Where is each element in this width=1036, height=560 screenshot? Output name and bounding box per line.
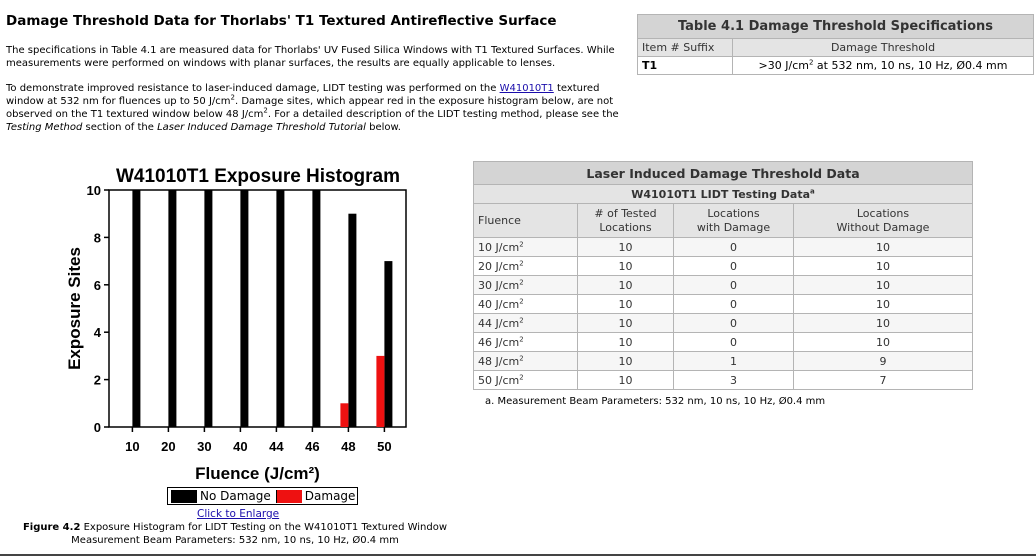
superscript: 2 xyxy=(808,58,814,67)
x-tick-label: 30 xyxy=(197,439,212,454)
bar-no-damage xyxy=(168,190,176,427)
subcaption-text: W41010T1 LIDT Testing Data xyxy=(631,187,811,201)
table-row xyxy=(474,257,973,276)
fluence-cell: 46 $J/cm^2$ xyxy=(474,333,578,352)
damaged-cell: 0 xyxy=(674,314,794,333)
bar-no-damage xyxy=(312,190,320,427)
spec-table-caption: Table 4.1 Damage Threshold Specifications xyxy=(638,15,1034,39)
table-row xyxy=(474,371,973,390)
tested-cell: 10 xyxy=(578,257,674,276)
x-tick-label: 20 xyxy=(161,439,176,454)
bar-no-damage xyxy=(240,190,248,427)
y-tick-label: 10 xyxy=(86,183,101,198)
table-row xyxy=(474,333,973,352)
tested-cell: 10 xyxy=(578,238,674,257)
fluence-cell: 10 $J/cm^2$ xyxy=(474,238,578,257)
table-row xyxy=(474,314,973,333)
spec-header-threshold: Damage Threshold xyxy=(733,39,1034,57)
fluence-cell: 30 $J/cm^2$ xyxy=(474,276,578,295)
spec-header-suffix: Item # Suffix xyxy=(638,39,733,57)
testing-method-ref: Testing Method xyxy=(6,122,83,133)
y-tick-label: 8 xyxy=(93,230,101,246)
header-fluence: Fluence xyxy=(474,204,578,238)
bar-no-damage xyxy=(132,190,140,427)
intro-text: textured window at 532 nm for fluences up to 50 J/cm xyxy=(6,83,600,107)
x-tick-label: 40 xyxy=(233,439,248,454)
lidt-table-subcaption xyxy=(474,185,973,204)
undamaged-cell: 10 xyxy=(794,333,973,352)
threshold-text: >30 J/cm xyxy=(758,59,809,72)
figure-caption xyxy=(20,521,450,547)
undamaged-cell: 9 xyxy=(794,352,973,371)
intro-text: . Damage sites, which appear red in the exposure histogram below, are not observed on the T1 textured window below 48 J/cm xyxy=(6,96,614,120)
y-axis-label: Exposure Sites xyxy=(65,247,84,370)
chart-title: W41010T1 Exposure Histogram xyxy=(115,166,401,187)
tested-cell: 10 xyxy=(578,295,674,314)
lidt-data-table xyxy=(473,161,973,390)
intro-text: To demonstrate improved resistance to laser-induced damage, LIDT testing was performed on the xyxy=(6,83,500,94)
x-tick-label: 48 xyxy=(341,439,356,454)
spec-suffix-cell: T1 xyxy=(638,57,733,75)
plot-frame xyxy=(109,190,406,427)
intro-text: section of the xyxy=(82,122,158,133)
damaged-cell: 3 xyxy=(674,371,794,390)
superscript: 2 xyxy=(263,106,268,115)
x-tick-label: 44 xyxy=(269,439,284,454)
bar-no-damage xyxy=(276,190,284,427)
bar-no-damage xyxy=(384,261,392,427)
table-row xyxy=(474,295,973,314)
section-divider xyxy=(0,554,1036,556)
header-damaged: Locations with Damage xyxy=(674,204,794,238)
x-tick-label: 50 xyxy=(377,439,392,454)
bar-no-damage xyxy=(348,214,356,427)
header-undamaged: Locations Without Damage xyxy=(794,204,973,238)
table-row xyxy=(474,238,973,257)
damaged-cell: 0 xyxy=(674,295,794,314)
intro-paragraph-2 xyxy=(6,82,624,134)
bar-damage xyxy=(340,403,348,427)
fluence-cell: 40 $J/cm^2$ xyxy=(474,295,578,314)
damaged-cell: 0 xyxy=(674,276,794,295)
legend-label-no-damage: No Damage xyxy=(200,489,271,503)
y-tick-label: 0 xyxy=(93,420,101,435)
fluence-cell: 44 $J/cm^2$ xyxy=(474,314,578,333)
fluence-cell: 48 $J/cm^2$ xyxy=(474,352,578,371)
tested-cell: 10 xyxy=(578,276,674,295)
bar-damage xyxy=(376,356,384,427)
intro-text: below. xyxy=(365,122,401,133)
y-tick-label: 2 xyxy=(93,372,101,388)
x-tick-label: 46 xyxy=(305,439,320,454)
y-tick-label: 4 xyxy=(93,325,101,341)
lidt-footnote: a. Measurement Beam Parameters: 532 nm, 10 ns, 10 Hz, Ø0.4 mm xyxy=(485,396,826,407)
undamaged-cell: 10 xyxy=(794,295,973,314)
spec-threshold-cell xyxy=(733,57,1034,75)
legend-swatch-no-damage xyxy=(171,490,197,503)
damaged-cell: 1 xyxy=(674,352,794,371)
intro-text: . For a detailed description of the LIDT testing method, please see the xyxy=(267,109,619,120)
lidt-tutorial-ref: Laser Induced Damage Threshold Tutorial xyxy=(157,122,366,133)
figure-label: Figure 4.2 xyxy=(22,522,81,533)
tested-cell: 10 xyxy=(578,371,674,390)
damage-threshold-spec-table xyxy=(637,14,1034,75)
fluence-cell: 50 $J/cm^2$ xyxy=(474,371,578,390)
click-to-enlarge-link[interactable]: Click to Enlarge xyxy=(197,508,280,520)
table-row xyxy=(474,276,973,295)
exposure-histogram-chart[interactable] xyxy=(55,160,425,506)
y-tick-label: 6 xyxy=(93,277,101,293)
intro-paragraph-1: The specifications in Table 4.1 are measured data for Thorlabs' UV Fused Silica Windows with T1 Textured Surfaces. While measurements were performed on windows with planar surfaces, the results are equally applicable to lenses. xyxy=(6,45,615,69)
page-heading: Damage Threshold Data for Thorlabs' T1 Textured Antireflective Surface xyxy=(6,13,557,29)
undamaged-cell: 10 xyxy=(794,276,973,295)
undamaged-cell: 10 xyxy=(794,257,973,276)
tested-cell: 10 xyxy=(578,352,674,371)
legend-label-damage: Damage xyxy=(304,489,356,503)
chart-legend xyxy=(167,487,358,505)
damaged-cell: 0 xyxy=(674,257,794,276)
x-tick-label: 10 xyxy=(125,439,140,454)
fluence-cell: 20 $J/cm^2$ xyxy=(474,257,578,276)
w41010t1-link[interactable]: W41010T1 xyxy=(499,83,554,94)
tested-cell: 10 xyxy=(578,314,674,333)
x-axis-label: Fluence (J/cm²) xyxy=(195,464,320,483)
undamaged-cell: 10 xyxy=(794,314,973,333)
figure-caption-text: Exposure Histogram for LIDT Testing on the W41010T1 Textured Window Measurement Beam Parameters: 532 nm, 10 ns, 10 Hz, Ø0.4 mm xyxy=(71,522,448,546)
tested-cell: 10 xyxy=(578,333,674,352)
damaged-cell: 0 xyxy=(674,238,794,257)
table-row xyxy=(474,352,973,371)
footnote-marker: a xyxy=(810,186,815,195)
undamaged-cell: 10 xyxy=(794,238,973,257)
undamaged-cell: 7 xyxy=(794,371,973,390)
bar-no-damage xyxy=(204,190,212,427)
damaged-cell: 0 xyxy=(674,333,794,352)
legend-swatch-damage xyxy=(276,490,302,503)
superscript: 2 xyxy=(230,93,235,102)
header-tested: # of Tested Locations xyxy=(578,204,674,238)
lidt-table-caption: Laser Induced Damage Threshold Data xyxy=(474,162,973,185)
exposure-histogram-svg xyxy=(55,160,425,486)
threshold-text: at 532 nm, 10 ns, 10 Hz, Ø0.4 mm xyxy=(813,59,1008,72)
